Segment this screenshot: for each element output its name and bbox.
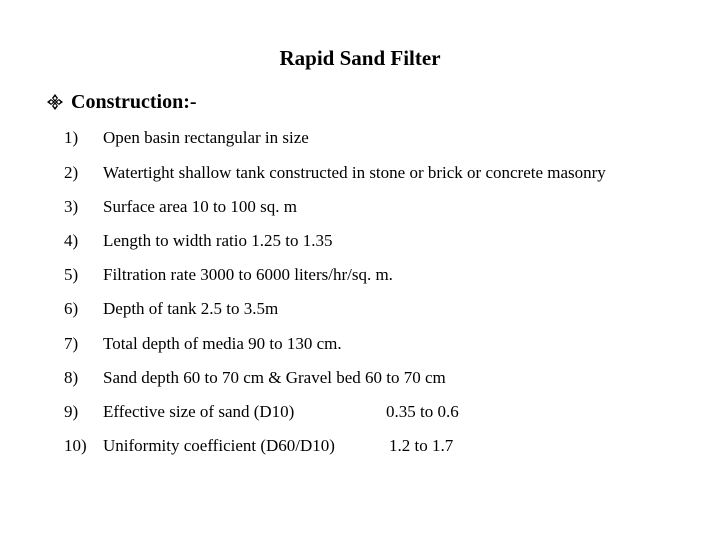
list-item-number: 6) <box>64 299 79 318</box>
list-item-number: 3) <box>64 197 79 216</box>
list-item-text: Total depth of media 90 to 130 cm. <box>103 334 342 353</box>
section-heading-text: Construction:- <box>71 91 197 113</box>
list-item-number: 8) <box>64 368 79 387</box>
list-item-number: 9) <box>64 402 79 421</box>
list-item-text: Length to width ratio 1.25 to 1.35 <box>103 231 333 250</box>
list-item-text: Uniformity coefficient (D60/D10) <box>103 436 335 455</box>
list-item-number: 2) <box>64 163 79 182</box>
page-title: Rapid Sand Filter <box>279 46 441 70</box>
list-item-value: 0.35 to 0.6 <box>386 402 459 421</box>
list-item-number: 1) <box>64 128 79 147</box>
list-item-text: Surface area 10 to 100 sq. m <box>103 197 298 216</box>
list-item-text: Open basin rectangular in size <box>103 128 309 147</box>
list-item-number: 5) <box>64 265 79 284</box>
list-item-text: Effective size of sand (D10) <box>103 402 295 421</box>
list-item-number: 10) <box>64 436 87 455</box>
list-item-number: 4) <box>64 231 79 250</box>
list-item-text: Watertight shallow tank constructed in stone or brick or concrete masonry <box>103 163 606 182</box>
list-item-number: 7) <box>64 334 79 353</box>
list-item-value: 1.2 to 1.7 <box>389 436 454 455</box>
list-item-text: Filtration rate 3000 to 6000 liters/hr/sq. m. <box>103 265 393 284</box>
list-item-text: Depth of tank 2.5 to 3.5m <box>103 299 279 318</box>
list-item-text: Sand depth 60 to 70 cm & Gravel bed 60 to 70 cm <box>103 368 446 387</box>
